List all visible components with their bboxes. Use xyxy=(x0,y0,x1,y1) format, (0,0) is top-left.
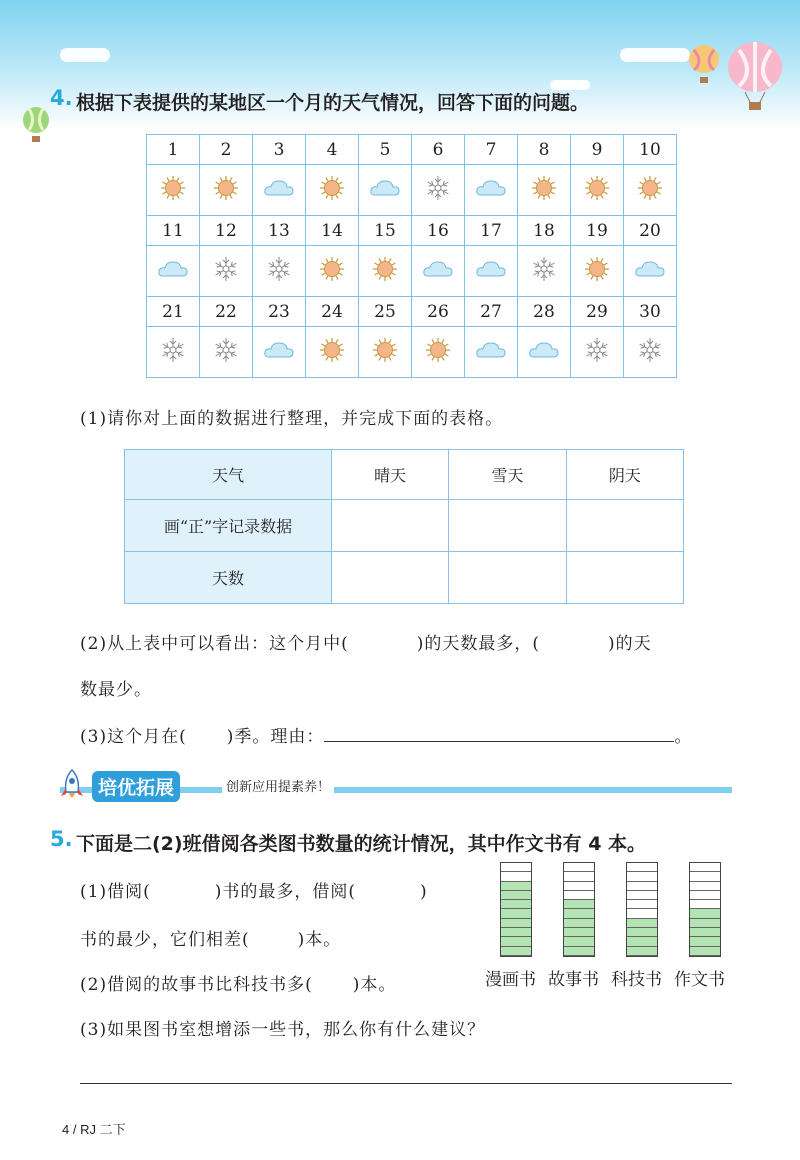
q5-part-3: (3)如果图书室想增添一些书，那么你有什么建议？ xyxy=(80,1020,486,1040)
cloud-icon xyxy=(157,264,189,284)
day-number: 22 xyxy=(200,297,253,327)
weather-cell xyxy=(465,246,518,297)
day-number: 21 xyxy=(147,297,200,327)
snowflake-icon xyxy=(424,187,452,207)
text: (1)借阅( xyxy=(80,882,151,902)
day-number: 10 xyxy=(624,135,677,165)
weather-cell xyxy=(518,246,571,297)
banner-subtitle: 创新应用提素养！ xyxy=(222,776,334,795)
weather-cell xyxy=(518,165,571,216)
bar-filled-cell xyxy=(627,919,657,928)
hot-air-balloon-icon xyxy=(20,106,52,146)
book-code: RJ 二下 xyxy=(80,1122,126,1137)
bar-filled-cell xyxy=(564,919,594,928)
bar-empty-cell xyxy=(627,909,657,918)
question-number: 5. xyxy=(50,827,73,851)
bar-empty-cell xyxy=(627,891,657,900)
bar-filled-cell xyxy=(690,947,720,956)
weather-cell xyxy=(571,327,624,378)
cloud-icon xyxy=(475,264,507,284)
text: (2)从上表中可以看出：这个月中( xyxy=(80,634,349,654)
sun-icon xyxy=(372,267,398,287)
weather-cell xyxy=(147,165,200,216)
day-number: 11 xyxy=(147,216,200,246)
answer-cell[interactable] xyxy=(449,500,566,552)
weather-cell xyxy=(624,165,677,216)
sun-icon xyxy=(584,267,610,287)
day-number: 3 xyxy=(253,135,306,165)
answer-line[interactable] xyxy=(80,1082,732,1084)
weather-cell xyxy=(465,327,518,378)
bar-filled-cell xyxy=(501,919,531,928)
snowflake-icon xyxy=(583,349,611,369)
day-number: 7 xyxy=(465,135,518,165)
q5-part-1-cont xyxy=(80,925,341,950)
sun-icon xyxy=(637,186,663,206)
weather-cell xyxy=(200,327,253,378)
bar-empty-cell xyxy=(501,863,531,872)
day-number: 5 xyxy=(359,135,412,165)
bar-empty-cell xyxy=(564,863,594,872)
day-number: 16 xyxy=(412,216,465,246)
bar-filled-cell xyxy=(627,937,657,946)
bar-empty-cell xyxy=(564,891,594,900)
bar-empty-cell xyxy=(690,891,720,900)
sun-icon xyxy=(319,186,345,206)
weather-cell xyxy=(253,327,306,378)
sun-icon xyxy=(584,186,610,206)
day-number: 4 xyxy=(306,135,359,165)
weather-icon-row xyxy=(147,165,677,216)
day-number: 25 xyxy=(359,297,412,327)
row-label-tally: 画“正”字记录数据 xyxy=(125,500,332,552)
question-text: 下面是二(2)班借阅各类图书数量的统计情况，其中作文书有 4 本。 xyxy=(76,833,647,855)
weather-cell xyxy=(253,246,306,297)
day-number: 27 xyxy=(465,297,518,327)
sun-icon xyxy=(319,267,345,287)
bar-empty-cell xyxy=(690,882,720,891)
weather-cell xyxy=(306,327,359,378)
bar-category-label: 故事书 xyxy=(548,970,599,990)
bar-column xyxy=(563,862,595,957)
weather-cell xyxy=(412,165,465,216)
cloud-decoration xyxy=(60,48,110,62)
bar-filled-cell xyxy=(690,909,720,918)
bar-empty-cell xyxy=(564,882,594,891)
weather-cell xyxy=(624,327,677,378)
day-number: 1 xyxy=(147,135,200,165)
text: 书的最少，它们相差( xyxy=(80,930,250,950)
day-number: 13 xyxy=(253,216,306,246)
text: (3)这个月在( xyxy=(80,727,187,747)
cloud-decoration xyxy=(620,48,690,62)
answer-cell[interactable] xyxy=(566,500,683,552)
text: )季。理由： xyxy=(226,727,325,747)
hot-air-balloon-icon xyxy=(725,42,785,114)
answer-cell[interactable] xyxy=(332,552,449,604)
bar-filled-cell xyxy=(501,891,531,900)
day-number: 18 xyxy=(518,216,571,246)
bar-filled-cell xyxy=(501,882,531,891)
weather-cell xyxy=(412,246,465,297)
question-part-3 xyxy=(80,722,692,747)
book-bar-chart xyxy=(485,862,740,992)
answer-cell[interactable] xyxy=(449,552,566,604)
bar-filled-cell xyxy=(690,919,720,928)
q5-part-2 xyxy=(80,970,396,995)
bar-empty-cell xyxy=(690,900,720,909)
day-number: 6 xyxy=(412,135,465,165)
weather-cell xyxy=(624,246,677,297)
bar-category-label: 科技书 xyxy=(611,970,662,990)
weather-cell xyxy=(306,165,359,216)
weather-icon-row xyxy=(147,246,677,297)
bar-filled-cell xyxy=(564,900,594,909)
weather-cell xyxy=(200,246,253,297)
text: (2)借阅的故事书比科技书多( xyxy=(80,975,313,995)
hot-air-balloon-icon xyxy=(686,44,722,86)
bar-column xyxy=(626,862,658,957)
snowflake-icon xyxy=(530,268,558,288)
bar-filled-cell xyxy=(690,928,720,937)
sun-icon xyxy=(372,348,398,368)
snowflake-icon xyxy=(636,349,664,369)
text: )本。 xyxy=(352,975,397,995)
bar-filled-cell xyxy=(564,947,594,956)
sun-icon xyxy=(213,186,239,206)
bar-filled-cell xyxy=(564,909,594,918)
q5-part-1 xyxy=(80,877,428,902)
weather-icon-row xyxy=(147,327,677,378)
header-snow: 雪天 xyxy=(449,450,566,500)
day-number: 8 xyxy=(518,135,571,165)
bar-empty-cell xyxy=(627,872,657,881)
cloud-icon xyxy=(422,264,454,284)
bar-category-label: 作文书 xyxy=(674,970,725,990)
bar-filled-cell xyxy=(690,937,720,946)
cloud-icon xyxy=(263,183,295,203)
day-number: 17 xyxy=(465,216,518,246)
question-part-2 xyxy=(80,629,652,654)
day-number: 29 xyxy=(571,297,624,327)
bar-filled-cell xyxy=(627,947,657,956)
weather-cell xyxy=(359,246,412,297)
snowflake-icon xyxy=(212,268,240,288)
cloud-icon xyxy=(634,264,666,284)
day-number: 15 xyxy=(359,216,412,246)
text: )的天 xyxy=(607,634,652,654)
bar-category-label: 漫画书 xyxy=(485,970,536,990)
day-number: 30 xyxy=(624,297,677,327)
day-number: 14 xyxy=(306,216,359,246)
sun-icon xyxy=(160,186,186,206)
bar-empty-cell xyxy=(627,900,657,909)
text: )本。 xyxy=(297,930,342,950)
weather-cell xyxy=(200,165,253,216)
bar-column xyxy=(500,862,532,957)
day-number: 12 xyxy=(200,216,253,246)
header-sunny: 晴天 xyxy=(332,450,449,500)
bar-filled-cell xyxy=(501,900,531,909)
bar-filled-cell xyxy=(501,928,531,937)
answer-cell[interactable] xyxy=(566,552,683,604)
cloud-icon xyxy=(528,345,560,365)
bar-filled-cell xyxy=(501,947,531,956)
cloud-icon xyxy=(475,183,507,203)
bar-filled-cell xyxy=(501,937,531,946)
day-number: 26 xyxy=(412,297,465,327)
bar-filled-cell xyxy=(627,928,657,937)
reason-answer-line[interactable] xyxy=(324,725,674,742)
banner-title: 培优拓展 xyxy=(92,771,180,802)
bar-empty-cell xyxy=(627,882,657,891)
page-footer xyxy=(62,1119,126,1138)
text: 。 xyxy=(674,727,693,747)
day-number-row xyxy=(147,135,677,165)
cloud-icon xyxy=(263,345,295,365)
weather-cell xyxy=(147,327,200,378)
cloud-icon xyxy=(475,345,507,365)
bar-filled-cell xyxy=(564,928,594,937)
weather-cell xyxy=(571,246,624,297)
weather-cell xyxy=(147,246,200,297)
weather-cell xyxy=(465,165,518,216)
sun-icon xyxy=(319,348,345,368)
question-number: 4. xyxy=(50,86,73,110)
sun-icon xyxy=(531,186,557,206)
day-number: 24 xyxy=(306,297,359,327)
row-label-days: 天数 xyxy=(125,552,332,604)
header-weather: 天气 xyxy=(125,450,332,500)
day-number-row xyxy=(147,297,677,327)
snowflake-icon xyxy=(159,349,187,369)
text: ) xyxy=(419,882,428,902)
cloud-icon xyxy=(369,183,401,203)
day-number: 2 xyxy=(200,135,253,165)
weather-cell xyxy=(359,165,412,216)
bar-empty-cell xyxy=(501,872,531,881)
snowflake-icon xyxy=(265,268,293,288)
bar-filled-cell xyxy=(501,909,531,918)
day-number: 20 xyxy=(624,216,677,246)
day-number: 23 xyxy=(253,297,306,327)
page-number: 4 xyxy=(62,1122,70,1137)
weather-cell xyxy=(306,246,359,297)
weather-cell xyxy=(412,327,465,378)
question-part-2-cont: 数最少。 xyxy=(80,680,152,700)
day-number: 9 xyxy=(571,135,624,165)
weather-table xyxy=(146,134,677,378)
day-number-row xyxy=(147,216,677,246)
record-table xyxy=(124,449,684,604)
bar-empty-cell xyxy=(690,872,720,881)
bar-empty-cell xyxy=(627,863,657,872)
footer-separator: / xyxy=(72,1122,77,1137)
snowflake-icon xyxy=(212,349,240,369)
bar-empty-cell xyxy=(690,863,720,872)
question-part-1: (1)请你对上面的数据进行整理，并完成下面的表格。 xyxy=(80,409,504,429)
weather-cell xyxy=(359,327,412,378)
day-number: 28 xyxy=(518,297,571,327)
sun-icon xyxy=(425,348,451,368)
question-text: 根据下表提供的某地区一个月的天气情况，回答下面的问题。 xyxy=(76,92,590,114)
text: )书的最多，借阅( xyxy=(214,882,356,902)
day-number: 19 xyxy=(571,216,624,246)
header-cloudy: 阴天 xyxy=(566,450,683,500)
weather-cell xyxy=(518,327,571,378)
rocket-icon xyxy=(58,768,86,804)
weather-cell xyxy=(253,165,306,216)
answer-cell[interactable] xyxy=(332,500,449,552)
text: )的天数最多，( xyxy=(416,634,540,654)
bar-column xyxy=(689,862,721,957)
bar-empty-cell xyxy=(564,872,594,881)
weather-cell xyxy=(571,165,624,216)
bar-filled-cell xyxy=(564,937,594,946)
